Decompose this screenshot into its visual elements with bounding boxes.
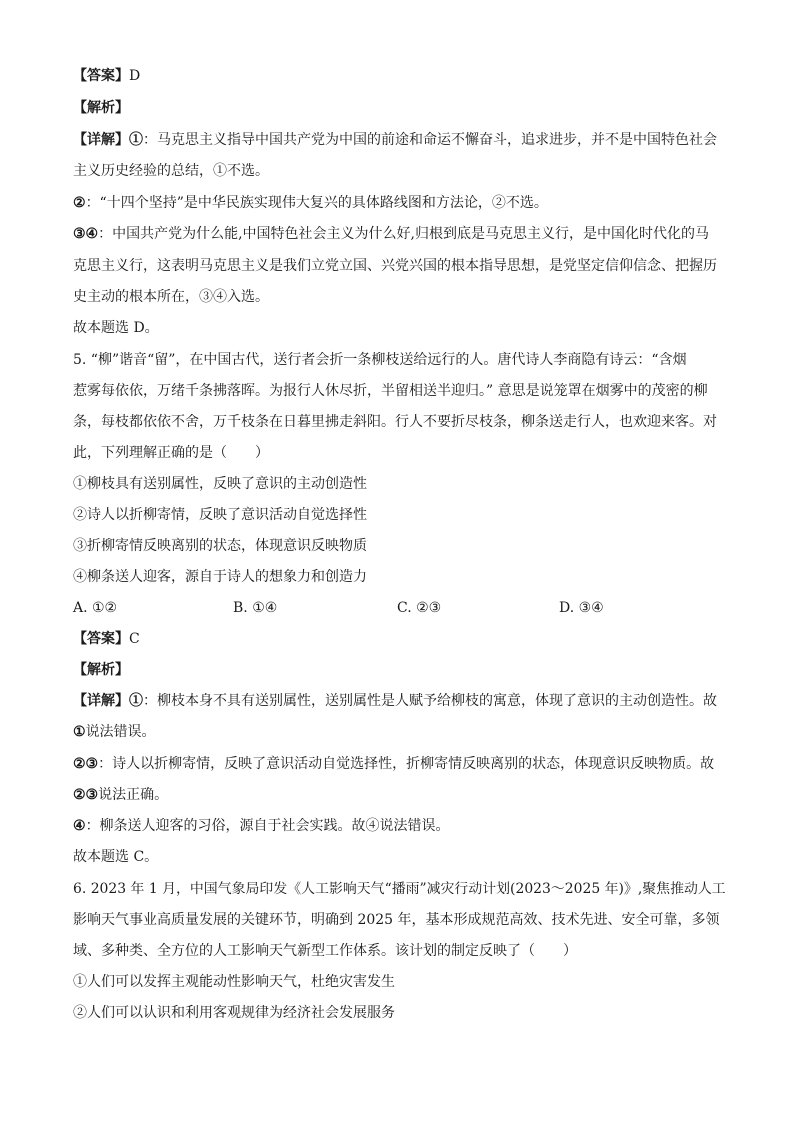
conclusion-text: 故本题选 D。 bbox=[73, 320, 159, 336]
detail-key: ① bbox=[73, 724, 86, 740]
statement-text: ②诗人以折柳寄情，反映了意识活动自觉选择性 bbox=[73, 507, 367, 523]
option-b[interactable]: B. ①④ bbox=[233, 600, 278, 616]
q5-detail-line-2 bbox=[73, 722, 156, 742]
detail-key: ① bbox=[129, 693, 143, 709]
answer-value: C bbox=[129, 631, 140, 647]
option-a[interactable]: A. ①② bbox=[73, 600, 118, 616]
question-stem: 惹雾每依依，万绪千条拂落晖。为报行人休尽折，半留相送半迎归。” 意思是说笼罩在烟雾中的茂密的柳 bbox=[73, 383, 708, 399]
statement-text: ①柳枝具有送别属性，反映了意识的主动创造性 bbox=[73, 476, 367, 492]
question-stem: 条，每枝都依依不舍，万千枝条在日暮里拂走斜阳。行人不要折尽枝条，柳条送走行人，也欢迎来客。对 bbox=[73, 414, 717, 430]
q5-stem-line-2 bbox=[73, 381, 708, 401]
q4-detail-line-4 bbox=[73, 224, 709, 244]
detail-key: ③④ bbox=[73, 226, 99, 242]
q5-detail-line-1 bbox=[73, 691, 717, 711]
detail-key: ② bbox=[73, 195, 86, 211]
statement-text: ①人们可以发挥主观能动性影响天气，杜绝灾害发生 bbox=[73, 974, 395, 990]
detail-text: ：柳条送人迎客的习俗，源自于社会实践。故④说法错误。 bbox=[85, 818, 450, 834]
q6-statement-1 bbox=[73, 972, 395, 992]
detail-text: ：诗人以折柳寄情，反映了意识活动自觉选择性，折柳寄情反映离别的状态，体现意识反映物质。故 bbox=[98, 756, 715, 772]
detail-text: ：马克思主义指导中国共产党为中国的前途和命运不懈奋斗，追求进步，并不是中国特色社会 bbox=[143, 132, 717, 148]
q5-stem-line-3 bbox=[73, 412, 717, 432]
q4-detail-line-2 bbox=[73, 161, 269, 181]
answer-label: 【答案】 bbox=[73, 631, 129, 647]
q5-detail-line-4 bbox=[73, 785, 168, 805]
detail-text: ：柳枝本身不具有送别属性，送别属性是人赋予给柳枝的寓意，体现了意识的主动创造性。故 bbox=[143, 693, 717, 709]
answer-label: 【答案】 bbox=[73, 68, 129, 84]
detail-text: 史主动的根本所在，③④入选。 bbox=[73, 289, 269, 305]
detail-text: 克思主义行，这表明马克思主义是我们立党立国、兴党兴国的根本指导思想，是党坚定信仰信念、把握历 bbox=[73, 258, 717, 274]
q4-detail-line-1 bbox=[73, 130, 717, 150]
q5-analysis-label bbox=[73, 660, 129, 680]
detail-text: ：“十四个坚持”是中华民族实现伟大复兴的具体路线图和方法论，②不选。 bbox=[85, 195, 548, 211]
q6-statement-2 bbox=[73, 1003, 395, 1023]
q5-stem-line-1 bbox=[73, 350, 687, 370]
q5-statement-3 bbox=[73, 536, 367, 556]
option-c[interactable]: C. ②③ bbox=[397, 600, 442, 616]
q4-answer-line bbox=[73, 66, 140, 86]
detail-key: ① bbox=[129, 132, 143, 148]
detail-key: ②③ bbox=[73, 787, 99, 803]
q4-conclusion bbox=[73, 318, 159, 338]
detail-label: 【详解】 bbox=[73, 693, 129, 709]
detail-text: 主义历史经验的总结，①不选。 bbox=[73, 163, 269, 179]
q4-detail-line-5 bbox=[73, 256, 717, 276]
analysis-label: 【解析】 bbox=[73, 662, 129, 678]
detail-key: ④ bbox=[73, 818, 86, 834]
conclusion-text: 故本题选 C。 bbox=[73, 849, 159, 865]
q6-stem-line-3 bbox=[73, 941, 577, 961]
question-stem: 6. 2023 年 1 月，中国气象局印发《人工影响天气“播雨”减灾行动计划(2023～2025 年)》,聚焦推动人工 bbox=[73, 881, 726, 897]
q4-analysis-label bbox=[73, 98, 129, 118]
q5-statement-1 bbox=[73, 474, 367, 494]
question-stem: 域、多种类、全方位的人工影响天气新型工作体系。该计划的制定反映了（ ） bbox=[73, 943, 577, 959]
detail-text: 说法正确。 bbox=[98, 787, 169, 803]
statement-text: ③折柳寄情反映离别的状态，体现意识反映物质 bbox=[73, 538, 367, 554]
q5-detail-line-5 bbox=[73, 816, 450, 836]
question-stem: 此，下列理解正确的是（ ） bbox=[73, 445, 269, 461]
q6-stem-line-2 bbox=[73, 910, 720, 930]
detail-key: ②③ bbox=[73, 756, 99, 772]
analysis-label: 【解析】 bbox=[73, 100, 129, 116]
detail-text: 说法错误。 bbox=[85, 724, 156, 740]
q5-statement-4 bbox=[73, 567, 367, 587]
statement-text: ②人们可以认识和利用客观规律为经济社会发展服务 bbox=[73, 1005, 395, 1021]
q5-statement-2 bbox=[73, 505, 367, 525]
q4-detail-line-6 bbox=[73, 287, 269, 307]
q6-stem-line-1 bbox=[73, 879, 726, 899]
option-d[interactable]: D. ③④ bbox=[559, 600, 604, 616]
detail-label: 【详解】 bbox=[73, 132, 129, 148]
q4-detail-line-3 bbox=[73, 193, 548, 213]
question-stem: 5. “柳”谐音“留”，在中国古代，送行者会折一条柳枝送给远行的人。唐代诗人李商隐有诗云：“含烟 bbox=[73, 352, 687, 368]
statement-text: ④柳条送人迎客，源自于诗人的想象力和创造力 bbox=[73, 569, 367, 585]
q5-stem-line-4 bbox=[73, 443, 269, 463]
q5-options-row bbox=[73, 598, 723, 618]
q5-answer-line bbox=[73, 629, 140, 649]
q5-detail-line-3 bbox=[73, 754, 714, 774]
answer-value: D bbox=[129, 68, 141, 84]
q5-conclusion bbox=[73, 847, 158, 867]
question-stem: 影响天气事业高质量发展的关键环节，明确到 2025 年，基本形成规范高效、技术先进、安全可靠，多领 bbox=[73, 912, 720, 928]
detail-text: ：中国共产党为什么能,中国特色社会主义为什么好,归根到底是马克思主义行，是中国化时代化的马 bbox=[98, 226, 710, 242]
